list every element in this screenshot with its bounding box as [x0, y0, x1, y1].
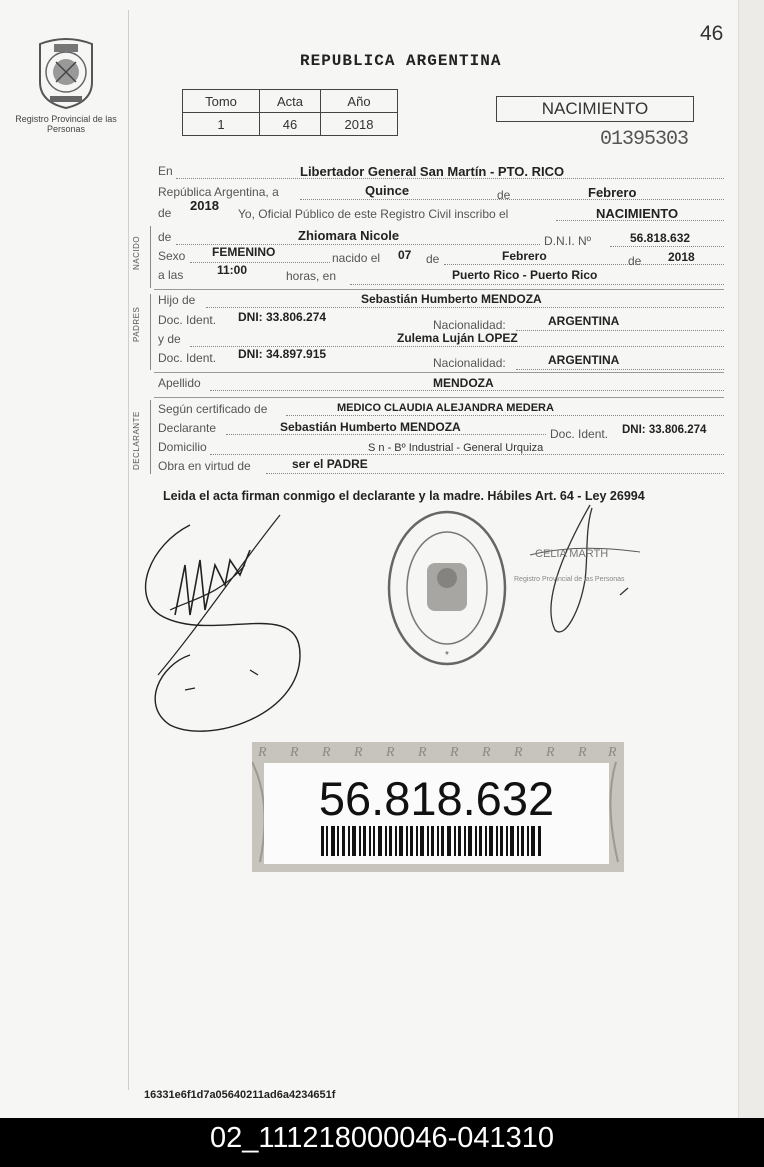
label-republica: República Argentina, a [158, 185, 279, 199]
field-domicilio: S n - Bº Industrial - General Urquiza [368, 442, 544, 454]
seal-caption: Registro Provincial de las Personas [15, 114, 117, 134]
fill-line [286, 415, 724, 416]
field-mes: Febrero [588, 185, 637, 200]
closing-statement: Leida el acta firman conmigo el declarante y la madre. Hábiles Art. 64 - Ley 26994 [163, 489, 645, 503]
provincial-seal-icon [34, 36, 98, 110]
field-dia-nac: 07 [398, 248, 412, 262]
label-de: de [158, 206, 172, 220]
field-dia: Quince [365, 183, 410, 198]
section-divider [154, 397, 724, 398]
fill-line [226, 434, 546, 435]
field-declarante-doc: DNI: 33.806.274 [622, 424, 707, 436]
tomo-acta-anio-table [182, 89, 398, 136]
document-hash: 16331e6f1d7a05640211ad6a4234651f [144, 1089, 336, 1101]
label-segun: Según certificado de [158, 402, 268, 416]
section-divider [154, 289, 724, 290]
field-padre-doc: DNI: 33.806.274 [238, 310, 327, 324]
field-madre-nac: ARGENTINA [548, 353, 620, 367]
label-sexo: Sexo [158, 249, 186, 263]
svg-text:CELIA MARTH: CELIA MARTH [535, 548, 609, 560]
fill-line [516, 330, 724, 331]
field-obra: ser el PADRE [292, 457, 368, 471]
label-de: de [158, 230, 172, 244]
label-en: En [158, 164, 173, 178]
fill-line [266, 473, 724, 474]
field-tipo-acta: NACIMIENTO [596, 206, 679, 221]
label-doc: Doc. Ident. [158, 351, 217, 365]
declarant-signature-icon [130, 505, 320, 745]
svg-text:R: R [450, 745, 459, 760]
fill-line [210, 390, 724, 391]
document-title: REPUBLICA ARGENTINA [300, 52, 502, 70]
field-sexo: FEMENINO [212, 245, 276, 259]
label-alas: a las [158, 268, 184, 282]
svg-text:R: R [482, 745, 491, 760]
fill-line [444, 264, 724, 265]
label-domicilio: Domicilio [158, 440, 207, 454]
table-cell: 1 [183, 113, 260, 136]
fill-line [206, 307, 724, 308]
label-apellido: Apellido [158, 376, 201, 390]
act-type-box: NACIMIENTO [496, 96, 694, 122]
fill-line [610, 246, 724, 247]
label-nacido: nacido el [332, 251, 381, 265]
svg-text:*: * [445, 650, 449, 661]
label-hijo: Hijo de [158, 293, 196, 307]
page-number: 46 [700, 22, 724, 45]
section-bracket [150, 226, 151, 288]
file-id-footer: 02_111218000046-041310 [0, 1118, 764, 1167]
dni-number: 56.818.632 [318, 772, 555, 825]
field-madre: Zulema Luján LOPEZ [397, 331, 518, 345]
section-bracket [150, 294, 151, 370]
svg-text:R: R [322, 745, 331, 760]
label-declarante: Declarante [158, 421, 217, 435]
svg-text:R: R [290, 745, 299, 760]
label-doc: Doc. Ident. [158, 313, 217, 327]
label-yo: Yo, Oficial Público de este Registro Civil inscribo el [238, 207, 509, 221]
fill-line [350, 284, 724, 285]
fill-line [210, 454, 724, 455]
label-de: de [628, 254, 642, 268]
svg-text:R: R [608, 745, 617, 760]
label-nacionalidad: Nacionalidad: [433, 356, 506, 370]
label-yde: y de [158, 332, 181, 346]
fill-line [516, 369, 724, 370]
section-label-nacido: NACIDO [132, 235, 141, 270]
svg-text:R: R [418, 745, 427, 760]
field-madre-doc: DNI: 34.897.915 [238, 347, 327, 361]
table-header: Año [321, 90, 398, 113]
table-header: Acta [260, 90, 321, 113]
svg-text:R: R [514, 745, 523, 760]
field-certificado: MEDICO CLAUDIA ALEJANDRA MEDERA [337, 402, 554, 414]
field-declarante: Sebastián Humberto MENDOZA [280, 420, 461, 434]
field-anio-nac: 2018 [668, 250, 695, 264]
barcode-icon [321, 826, 543, 856]
margin-line [128, 10, 129, 1090]
label-de: de [497, 188, 511, 202]
registry-stamp-icon [385, 508, 509, 668]
section-label-padres: PADRES [132, 306, 141, 342]
officer-signature-icon [510, 500, 660, 640]
field-dni: 56.818.632 [630, 231, 691, 245]
svg-text:R: R [546, 745, 555, 760]
svg-text:Registro Provincial de las Per: Registro Provincial de las Personas [514, 576, 625, 583]
field-hora: 11:00 [217, 263, 248, 277]
label-obra: Obra en virtud de [158, 459, 251, 473]
table-cell: 2018 [321, 113, 398, 136]
field-padre: Sebastián Humberto MENDOZA [361, 292, 542, 306]
field-lugar: Libertador General San Martín - PTO. RICO [300, 164, 565, 179]
field-nombre: Zhiomara Nicole [298, 228, 400, 243]
svg-text:R: R [354, 745, 363, 760]
label-doc: Doc. Ident. [550, 427, 609, 441]
page-edge [738, 0, 764, 1118]
section-divider [154, 372, 724, 373]
svg-text:R: R [258, 745, 267, 760]
table-header: Tomo [183, 90, 260, 113]
field-apellido: MENDOZA [433, 376, 494, 390]
serial-number: 01395303 [600, 128, 689, 151]
fill-line [190, 262, 330, 263]
svg-text:R: R [578, 745, 587, 760]
section-bracket [150, 400, 151, 474]
field-lugar-nac: Puerto Rico - Puerto Rico [452, 268, 598, 282]
section-label-declarante: DECLARANTE [132, 411, 141, 470]
label-de: de [426, 252, 440, 266]
label-horas: horas, en [286, 269, 337, 283]
table-cell: 46 [260, 113, 321, 136]
fill-line [300, 199, 724, 200]
label-nacionalidad: Nacionalidad: [433, 318, 506, 332]
field-mes-nac: Febrero [502, 249, 547, 263]
field-anio: 2018 [190, 198, 219, 213]
field-padre-nac: ARGENTINA [548, 314, 620, 328]
label-dni: D.N.I. Nº [544, 234, 592, 248]
svg-text:R: R [386, 745, 395, 760]
